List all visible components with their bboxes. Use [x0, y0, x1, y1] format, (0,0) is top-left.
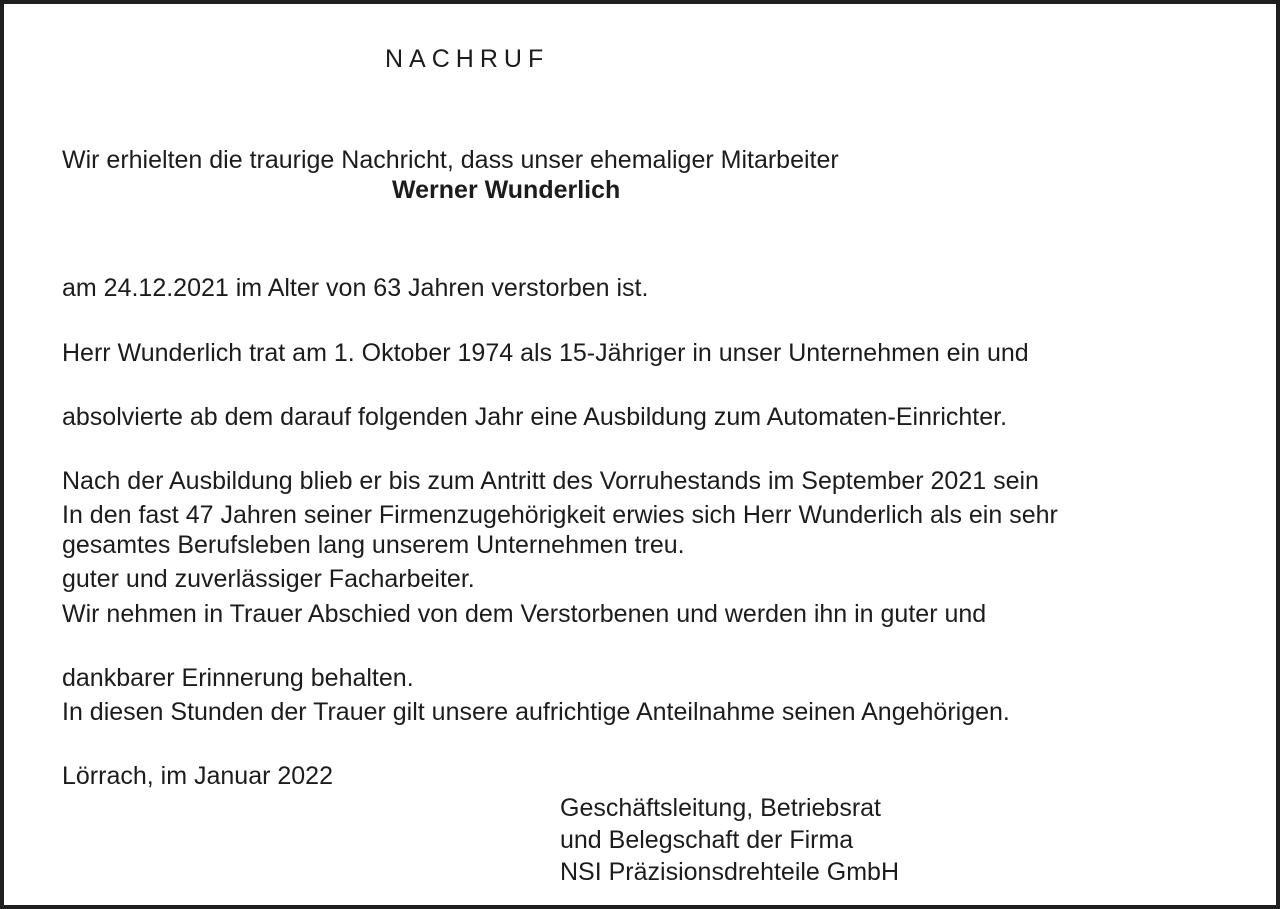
career-line: absolvierte ab dem darauf folgenden Jahr eine Ausbildung zum Automaten-Einrichter.	[62, 403, 1008, 431]
tenure-line: guter und zuverlässiger Facharbeiter.	[62, 565, 475, 593]
career-line: Herr Wunderlich trat am 1. Oktober 1974 als 15-Jähriger in unser Unternehmen ein und	[62, 339, 1029, 367]
place-date-text: Lörrach, im Januar 2022	[62, 762, 333, 790]
farewell-line: Wir nehmen in Trauer Abschied von dem Verstorbenen und werden ihn in guter und	[62, 600, 987, 628]
intro-text: Wir erhielten die traurige Nachricht, dass unser ehemaliger Mitarbeiter	[62, 146, 839, 174]
signature-line: und Belegschaft der Firma	[560, 826, 854, 854]
death-text: am 24.12.2021 im Alter von 63 Jahren verstorben ist.	[62, 274, 649, 302]
signature-block	[560, 792, 899, 888]
place-date-line	[62, 728, 333, 824]
farewell-line: dankbarer Erinnerung behalten.	[62, 664, 414, 692]
career-line: Nach der Ausbildung blieb er bis zum Antritt des Vorruhestands im September 2021 sein	[62, 467, 1039, 495]
condolence-text: In diesen Stunden der Trauer gilt unsere aufrichtige Anteilnahme seinen Angehörigen.	[62, 698, 1010, 726]
career-line: gesamtes Berufsleben lang unserem Unternehmen treu.	[62, 531, 685, 559]
notice-title: NACHRUF	[385, 45, 550, 73]
deceased-name: Werner Wunderlich	[392, 176, 621, 204]
tenure-line: In den fast 47 Jahren seiner Firmenzugehörigkeit erwies sich Herr Wunderlich als ein sehr	[62, 501, 1058, 529]
signature-line: Geschäftsleitung, Betriebsrat	[560, 794, 881, 822]
signature-line: NSI Präzisionsdrehteile GmbH	[560, 858, 900, 886]
